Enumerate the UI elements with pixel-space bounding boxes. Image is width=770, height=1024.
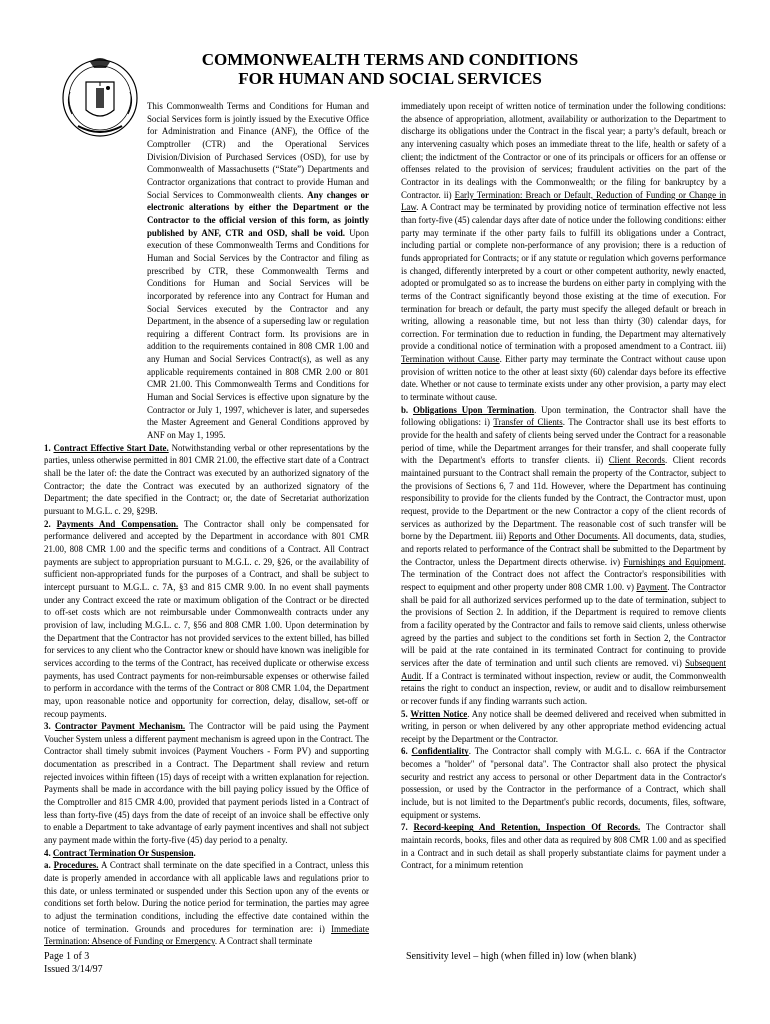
- section-number: 3.: [44, 721, 51, 732]
- section-number: 7.: [401, 822, 408, 833]
- paragraph-text: . The Contractor shall use its best efforts to provide for the health and safety of clients being served under the Contract for a reasonable period of time, while the Department arranges for their transfer, and shall cooperate fully with the Department's efforts to transfer clients. ii): [401, 417, 726, 466]
- paragraph-text: . The Contractor shall be paid for all authorized services performed up to the date of termination, subject to the provisions of Section 2. In addition, if the Department is required to remove clients from a facility operated by the Contractor and fails to remove said clients, unless otherwise agreed by the parties and subject to the conditions set forth in Section 2, the Contractor will be paid at the rate contained in its terminated Contract for continuing to provide services after the date of termination and until such clients are removed. vi): [401, 581, 727, 668]
- underlined-term: Termination without Cause: [401, 354, 500, 365]
- right-column: [401, 100, 726, 872]
- section-number: 1.: [44, 442, 51, 453]
- section-text: The Contractor shall only be compensated for performance delivered and accepted by the Department in accordance with 801 CMR 21.00, 808 CMR 1.00 and the specific terms and conditions of a Contract. All Contract payments are subject to appropriation pursuant to M.G.L. c. 29, §26, or the availability of sufficient non-appropriated funds for the purposes of a Contract, and shall be subject to intercept pursuant to M.G.L. c. 7A, §3 and 815 CMR 9.00. In no event shall payments under any Contract exceed the rate or maximum obligation of the Contract or be directed to off-set costs which are not reimbursable under Commonwealth contracts under any provision of law, including M.G.L. c. 7, §56 and 808 CMR 1.00. Upon determination by the Department that the Contractor has not provided services to the extent billed, has billed for services to any client who the Contractor knew or should have known was ineligible for services according to the terms of the Contract, has received duplicate or otherwise excess payments, has used Contract payments for non-reimbursable expenses or otherwise failed to perform in accordance with the terms of the Contract or 808 CMR 1.04, the Department may, upon reasonable notice and opportunity for correction, delay, disallow, set-off or recoup payments.: [44, 518, 369, 719]
- page-number: Page 1 of 3: [44, 951, 90, 962]
- sensitivity-note: Sensitivity level – high (when filled in) low (when blank): [406, 951, 637, 962]
- underlined-term: Early Termination: Breach or Default, Reduction of Funding or Change in Law: [401, 189, 727, 213]
- subsection-tail: . A Contract shall terminate: [214, 936, 313, 947]
- section-heading: Record-keeping And Retention, Inspection Of Records.: [413, 822, 641, 833]
- section-2: [44, 518, 369, 721]
- underlined-term: Payment: [636, 581, 668, 592]
- section-heading: Contractor Payment Mechanism.: [54, 721, 186, 732]
- paragraph-text: . The termination of the Contract does not affect the Contractor's responsibilities with respect to equipment and other property under 808 CMR 1.00. v): [401, 556, 726, 592]
- footer-left: [44, 950, 103, 976]
- issued-date: Issued 3/14/97: [44, 964, 103, 975]
- section-heading: Contract Termination Or Suspension: [52, 847, 194, 858]
- subsection-label: a.: [44, 860, 51, 871]
- section-4a: [44, 859, 369, 948]
- underlined-term: Client Records: [608, 455, 665, 466]
- subsection-heading: Obligations Upon Termination: [412, 404, 535, 415]
- section-text: The Contractor will be paid using the Payment Voucher System unless a different payment mechanism is agreed upon in the Contract. The Contractor shall timely submit invoices (Payment Vouchers - Form PV) and supporting documentation as prescribed in a Contract. The Department shall review and return rejected invoices within fifteen (15) days of receipt with a written explanation for rejection. Payments shall be made in accordance with the bill paying policy issued by the Office of the Comptroller and 815 CMR 4.00, provided that payment periods listed in a Contract of less than forty-five (45) days from the date of receipt of an invoice shall be effective only to enable a Department to take advantage of early payment incentives and shall not subject any payment made within the forty-five (45) day period to a penalty.: [44, 721, 370, 846]
- title-line-2: FOR HUMAN AND SOCIAL SERVICES: [238, 69, 542, 88]
- paragraph-text: . Client records maintained pursuant to the Contract shall remain the property of the Contractor, subject to the provisions of Sections 6, 7 and 11d. However, where the Department has continuing responsibility to provide for the clients funded by the Contract, the Contractor must, upon request, provide to the Department or the new Contractor a copy of the client records of services as authorized by the Department. The reasonable cost of such transfer will be borne by the Department. iii): [401, 455, 726, 542]
- underlined-term: Subsequent Audit: [401, 657, 726, 681]
- section-1: [44, 442, 369, 518]
- section-text: . Any notice shall be deemed delivered and received when submitted in writing, in person or when delivered by any other appropriate method evidencing actual receipt by the Department or the Contractor.: [401, 708, 726, 744]
- section-7: [401, 821, 726, 872]
- section-text: Notwithstanding verbal or other representations by the parties, unless otherwise permitted in 801 CMR 21.00, the effective start date of a Contract shall be the later of: the date the Contract was executed by an authorized signatory of the Contractor; the date the Contract was executed by an authorized signatory of the Department; the date specified in the Contract; or, the date of Secretariat authorization pursuant to M.G.L. c. 29, §29B.: [44, 442, 369, 516]
- underlined-term: Transfer of Clients: [493, 417, 563, 428]
- paragraph-text: immediately upon receipt of written notice of termination under the following conditions: the absence of appropriation, allotment, availability or authorization to the Department to discharge its obligations under the Contract in the fiscal year; a party’s default, breach or any intervening casualty which poses an immediate threat to the life, health or safety of a client; the indictment of the Contractor or one of its principals or officers for an offense or offenses related to the provision of services; fraudulent activities on the part of the Contractor in its dealings with the Commonwealth; or the filing for bankruptcy by a Contractor. ii): [401, 101, 726, 200]
- section-number: 5.: [401, 708, 408, 719]
- paragraph-text: . All documents, data, studies, and reports related to performance of the Contract shall be submitted to the Department by the Contractor, unless the Department directs otherwise. iv): [401, 531, 727, 567]
- section-number: 4.: [44, 847, 51, 858]
- intro-rest-text: Upon execution of these Commonwealth Terms and Conditions for Human and Social Services by the Contractor and filing as prescribed by CTR, these Commonwealth Terms and Conditions for Human and Social Services will be incorporated by reference into any Contract for Human and Social Services executed by the Contractor and any Department, in the absence of a superseding law or regulation requiring a different Contract form. Its provisions are in addition to the requirements contained in 808 CMR 1.00 and any Human and Social Services Contract(s), as well as any applicable requirements contained in 808 CMR 2.00 or 801 CMR 21.00. This Commonwealth Terms and Conditions for Human and Social Services is effective upon signature by the Contractor or July 1, 1997, whichever is later, and supersedes the Master Agreement and General Conditions approved by ANF on May 1, 1995.: [147, 227, 369, 441]
- section-number: 2.: [44, 518, 51, 529]
- document-title: [150, 50, 630, 88]
- section-6: [401, 745, 726, 821]
- section-heading: Written Notice: [410, 708, 468, 719]
- underlined-term: Immediate Termination: Absence of Funding or Emergency: [44, 923, 370, 947]
- subsection-heading: Procedures.: [53, 860, 99, 871]
- subsection-text: A Contract shall terminate on the date specified in a Contract, unless this date is properly amended in accordance with all applicable laws and regulations prior to this date, or unless terminated or suspended under this Section upon any of the events or conditions set forth below. During the notice period for termination, the parties may agree to adjust the termination conditions, including the effective date contained within the notice of termination. Grounds and procedures for termination are: i): [44, 860, 370, 934]
- intro-bold-text: Any changes or electronic alterations by either the Department or the Contractor to the official version of this form, as jointly published by ANF, CTR and OSD, shall be void.: [147, 189, 370, 238]
- section-text: The Contractor shall maintain records, books, files and other data as required by 808 CMR 1.00 and as specified in a Contract and in such detail as shall properly substantiate claims for payment under a Contract, for a minimum retention: [401, 822, 727, 871]
- section-heading: Payments And Compensation.: [56, 518, 179, 529]
- subsection-label: b.: [401, 404, 409, 415]
- termination-continued: [401, 100, 726, 404]
- heading-period: .: [193, 847, 196, 858]
- paragraph-text: . Upon termination, the Contractor shall have the following obligations: i): [401, 404, 727, 428]
- underlined-term: Furnishings and Equipment: [623, 556, 724, 567]
- left-column: [44, 100, 369, 948]
- section-number: 6.: [401, 746, 408, 757]
- section-4b: [401, 404, 726, 708]
- intro-paragraph: [147, 100, 369, 442]
- underlined-term: Reports and Other Documents: [508, 531, 618, 542]
- section-heading: Confidentiality: [411, 746, 469, 757]
- paragraph-text: . A Contract may be terminated by providing notice of termination effective not less than forty-five (45) calendar days after date of notice under the following conditions: either party may terminate if the other party fails to fulfill its obligations under a Contract, including partial or complete non-performance of any provision; there is a reduction of funds appropriated for Contracts; or if any statute or regulation which governs performance is changed, differently interpreted by a court or other competent authority, newly enacted, adopted or promulgated so as to increase the burdens on either party in complying with the terms of the Contract significantly beyond those existing at the time of execution. For termination for breach or default, the party must specify the alleged default or breach in writing, allowing a reasonable time, but not less than thirty (30) calendar days, for correction. For termination due to reduction in funding, the Department may alternatively provide a conditional notice of termination with a proposed amendment to a Contract. iii): [401, 202, 726, 352]
- section-5: [401, 708, 726, 746]
- section-heading: Contract Effective Start Date.: [53, 442, 169, 453]
- paragraph-text: . If a Contract is terminated without inspection, review or audit, the Commonwealth retains the right to conduct an inspection, review, or audit and to disallow reimbursement or recover funds if any finding warrants such action.: [401, 670, 726, 706]
- section-text: . The Contractor shall comply with M.G.L. c. 66A if the Contractor becomes a "holder" of "personal data". The Contractor shall also protect the physical security and restrict any access to personal or other Department data in the Contractor's possession, or used by the Contractor in the performance of a Contract, which shall include, but is not limited to the Department's public records, documents, files, software, equipment or systems.: [401, 746, 727, 820]
- intro-text: This Commonwealth Terms and Conditions for Human and Social Services form is jointly issued by the Executive Office for Administration and Finance (ANF), the Office of the Comptroller (CTR) and the Operational Services Division/Division of Purchased Services (OSD), for use by Commonwealth of Massachusetts (“State”) Departments and Contractor organizations that contract to provide Human and Social Services to Commonwealth clients.: [147, 101, 369, 200]
- section-4: [44, 847, 369, 860]
- paragraph-text: . Either party may terminate the Contract without cause upon provision of written notice to the other at least sixty (60) calendar days before its effective date. Whether or not cause to terminate exists under any other provision, a party may elect to terminate without cause.: [401, 354, 726, 403]
- section-3: [44, 720, 369, 847]
- title-line-1: COMMONWEALTH TERMS AND CONDITIONS: [201, 50, 579, 69]
